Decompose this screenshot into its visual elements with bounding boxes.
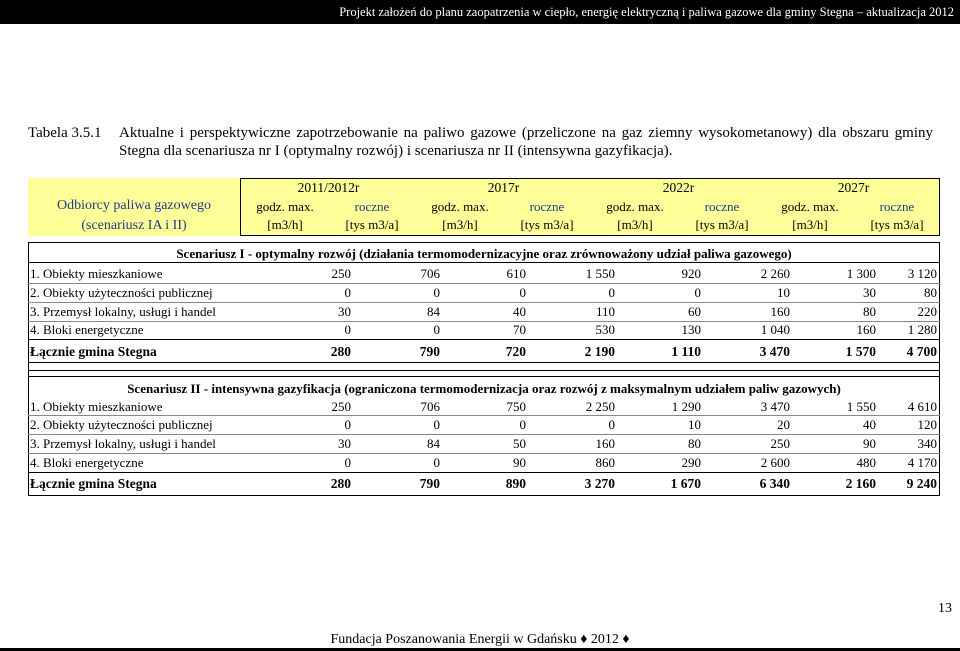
cell: 0	[433, 322, 440, 337]
unit-header: [m3/h]	[442, 217, 478, 232]
cell: 0	[344, 455, 351, 470]
cell: 790	[419, 344, 440, 359]
cell: 610	[506, 266, 526, 281]
cell: 2 260	[760, 266, 790, 281]
cell: 160	[856, 322, 876, 337]
cell: 50	[513, 436, 526, 451]
cell: 1 110	[671, 344, 701, 359]
cell: 0	[433, 285, 440, 300]
unit-header: [tys m3/a]	[870, 217, 924, 232]
cell: 1 300	[846, 266, 876, 281]
cell: 40	[863, 417, 876, 432]
cell: 480	[856, 455, 876, 470]
table-caption-text: Aktualne i perspektywiczne zapotrzebowanie na paliwo gazowe (przeliczone na gaz ziemny wysokometanowy) dla obszaru gminy Stegna dla scenariusza nr I (optymalny rozwój) i scenariusza nr II (intensywna gazyfikacja).	[119, 125, 933, 159]
cell: 4 700	[906, 344, 937, 359]
period-headers	[240, 178, 940, 236]
consumer-header	[28, 178, 240, 236]
cell: 0	[433, 455, 440, 470]
row-label: 2. Obiekty użyteczności publicznej	[30, 417, 213, 432]
page-footer: Fundacja Poszanowania Energii w Gdańsku ♦ 2012 ♦	[330, 632, 630, 647]
scenario-1-title: Scenariusz I - optymalny rozwój (działania termomodernizacyjne oraz zrównoważony udział paliwa gazowego)	[176, 246, 792, 261]
cell: 84	[427, 304, 440, 319]
cell: 3 470	[759, 344, 790, 359]
table-row	[28, 454, 940, 471]
cell: 0	[344, 417, 351, 432]
cell: 250	[331, 399, 351, 414]
unit-header: [tys m3/a]	[345, 217, 399, 232]
cell: 80	[688, 436, 701, 451]
row-label: 3. Przemysł lokalny, usługi i handel	[30, 304, 216, 319]
cell: 0	[519, 417, 526, 432]
cell: 6 340	[759, 476, 790, 491]
cell: 790	[419, 476, 440, 491]
cell: 30	[863, 285, 876, 300]
cell: 920	[681, 266, 701, 281]
unit-header: [tys m3/a]	[695, 217, 749, 232]
cell: 220	[917, 304, 937, 319]
cell: 0	[433, 417, 440, 432]
row-label: 4. Bloki energetyczne	[30, 322, 144, 337]
cell: 70	[513, 322, 526, 337]
row-label: 4. Bloki energetyczne	[30, 455, 144, 470]
cell: 160	[595, 436, 615, 451]
cell: 530	[595, 322, 615, 337]
cell: 1 550	[585, 266, 615, 281]
table-row	[28, 416, 940, 433]
cell: 0	[519, 285, 526, 300]
cell: 60	[688, 304, 701, 319]
cell: 1 550	[846, 399, 876, 414]
cell: 90	[863, 436, 876, 451]
table-row	[28, 321, 940, 338]
unit-header: [m3/h]	[792, 217, 828, 232]
cell: 720	[505, 344, 526, 359]
cell: 1 040	[760, 322, 790, 337]
col-header-max: godz. max.	[781, 199, 839, 214]
cell: 1 670	[670, 476, 701, 491]
cell: 30	[338, 304, 351, 319]
cell: 40	[513, 304, 526, 319]
cell: 30	[338, 436, 351, 451]
col-header-max: godz. max.	[606, 199, 664, 214]
col-header-annual: roczne	[529, 199, 565, 214]
total-label: Łącznie gmina Stegna	[30, 476, 157, 491]
cell: 340	[917, 436, 937, 451]
cell: 10	[688, 417, 701, 432]
table-row	[28, 303, 940, 320]
cell: 3 120	[907, 266, 937, 281]
cell: 1 290	[671, 399, 701, 414]
cell: 0	[694, 285, 701, 300]
col-header-annual: roczne	[704, 199, 740, 214]
cell: 4 610	[907, 399, 937, 414]
table-row	[28, 265, 940, 282]
col-header-max: godz. max.	[431, 199, 489, 214]
cell: 0	[608, 417, 615, 432]
cell: 130	[681, 322, 701, 337]
cell: 890	[505, 476, 526, 491]
cell: 80	[924, 285, 937, 300]
cell: 750	[506, 399, 526, 414]
cell: 706	[420, 399, 440, 414]
cell: 250	[331, 266, 351, 281]
col-header-annual: roczne	[879, 199, 915, 214]
row-label: 1. Obiekty mieszkaniowe	[30, 266, 163, 281]
cell: 160	[770, 304, 790, 319]
cell: 0	[344, 285, 351, 300]
col-header-annual: roczne	[354, 199, 390, 214]
table-row	[28, 435, 940, 452]
cell: 3 270	[584, 476, 615, 491]
cell: 2 600	[760, 455, 790, 470]
unit-header: [tys m3/a]	[520, 217, 574, 232]
cell: 280	[330, 476, 351, 491]
total-row	[28, 343, 940, 360]
cell: 250	[770, 436, 790, 451]
cell: 9 240	[906, 476, 937, 491]
cell: 3 470	[760, 399, 790, 414]
cell: 2 190	[584, 344, 615, 359]
row-label: 3. Przemysł lokalny, usługi i handel	[30, 436, 216, 451]
cell: 1 570	[845, 344, 876, 359]
year-header: 2027r	[837, 180, 870, 195]
cell: 110	[595, 304, 615, 319]
total-label: Łącznie gmina Stegna	[30, 344, 157, 359]
cell: 90	[513, 455, 526, 470]
cell: 120	[917, 417, 937, 432]
year-header: 2022r	[662, 180, 695, 195]
cell: 84	[427, 436, 440, 451]
cell: 2 160	[845, 476, 876, 491]
consumer-header-line1: Odbiorcy paliwa gazowego	[57, 198, 211, 213]
row-label: 2. Obiekty użyteczności publicznej	[30, 285, 213, 300]
table-row	[28, 284, 940, 301]
cell: 4 170	[907, 455, 937, 470]
cell: 0	[344, 322, 351, 337]
unit-header: [m3/h]	[267, 217, 303, 232]
col-header-max: godz. max.	[256, 199, 314, 214]
table-number: Tabela 3.5.1	[28, 125, 102, 141]
consumer-header-line2: (scenariusz IA i II)	[81, 218, 187, 233]
cell: 2 250	[585, 399, 615, 414]
total-row	[28, 475, 940, 492]
cell: 706	[420, 266, 440, 281]
cell: 0	[608, 285, 615, 300]
table-row	[28, 398, 940, 415]
cell: 1 280	[907, 322, 937, 337]
scenario-2-title: Scenariusz II - intensywna gazyfikacja (ograniczona termomodernizacja oraz rozwój z maksymalnym udziałem paliw gazowych)	[127, 381, 841, 396]
cell: 80	[863, 304, 876, 319]
page-number: 13	[938, 601, 952, 616]
cell: 10	[777, 285, 790, 300]
year-header: 2011/2012r	[297, 180, 360, 195]
document-header-banner: Projekt założeń do planu zaopatrzenia w ciepło, energię elektryczną i paliwa gazowe dla gminy Stegna – aktualizacja 2012	[0, 0, 960, 24]
table-header	[28, 178, 940, 236]
cell: 860	[595, 455, 615, 470]
cell: 290	[681, 455, 701, 470]
year-header: 2017r	[487, 180, 520, 195]
row-label: 1. Obiekty mieszkaniowe	[30, 399, 163, 414]
cell: 20	[777, 417, 790, 432]
unit-header: [m3/h]	[617, 217, 653, 232]
cell: 280	[330, 344, 351, 359]
